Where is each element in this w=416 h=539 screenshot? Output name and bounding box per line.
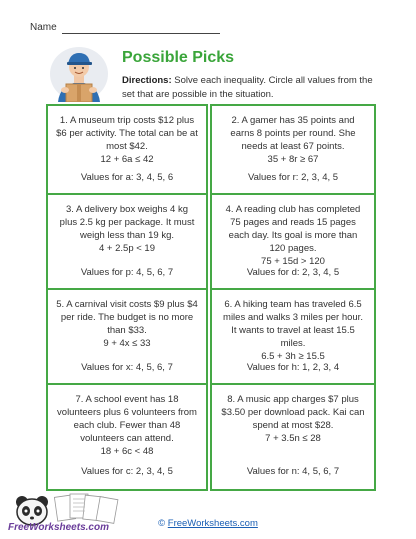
problem-number: 4. xyxy=(225,204,234,215)
problem-inequality: 9 + 4x ≤ 33 xyxy=(103,338,151,349)
problem-grid xyxy=(46,104,376,510)
problem-card-7 xyxy=(46,383,208,491)
problem-text: A reading club has completed 75 pages and reads 15 pages each day. Its goal is more than 120 pages. xyxy=(228,204,361,254)
problem-card-2 xyxy=(210,104,376,197)
problem-card-8 xyxy=(210,383,376,491)
problem-values[interactable]: Values for p: 4, 5, 6, 7 xyxy=(80,267,174,278)
problem-card-6 xyxy=(210,288,376,387)
directions xyxy=(122,74,380,102)
problem-card-5 xyxy=(46,288,208,387)
problem-values[interactable]: Values for r: 2, 3, 4, 5 xyxy=(247,172,339,183)
problem-text: A museum trip costs $12 plus $6 per activity. The total can be at most $42. xyxy=(56,115,198,152)
problem-values[interactable]: Values for x: 4, 5, 6, 7 xyxy=(81,362,173,373)
problem-card-1 xyxy=(46,104,208,197)
problem-text: A gamer has 35 points and earns 8 points per round. She needs at least 67 points. xyxy=(230,115,356,152)
problem-number: 7. xyxy=(75,394,84,405)
problem-values[interactable]: Values for a: 3, 4, 5, 6 xyxy=(80,172,174,183)
logo-text: FreeWorksheets.com xyxy=(8,522,109,533)
problem-text: A delivery box weighs 4 kg plus 2.5 kg per package. It must weigh less than 19 kg. xyxy=(59,204,195,241)
problem-values[interactable]: Values for n: 4, 5, 6, 7 xyxy=(246,466,340,477)
problem-number: 8. xyxy=(227,394,236,405)
problem-number: 1. xyxy=(59,115,68,126)
problem-inequality: 7 + 3.5n ≤ 28 xyxy=(265,433,321,444)
delivery-person-illustration xyxy=(48,40,110,102)
problem-text: A carnival visit costs $9 plus $4 per ride. The budget is no more than $33. xyxy=(60,299,198,336)
problem-text: A hiking team has traveled 6.5 miles and walks 3 miles per hour. It wants to travel at least 15.5 miles. xyxy=(223,299,363,349)
problem-inequality: 75 + 15d > 120 xyxy=(261,256,325,267)
footer xyxy=(0,518,416,529)
name-label: Name xyxy=(30,22,57,33)
problem-inequality: 12 + 6a ≤ 42 xyxy=(100,154,154,165)
problem-number: 5. xyxy=(56,299,65,310)
problem-values[interactable]: Values for d: 2, 3, 4, 5 xyxy=(246,267,340,278)
problem-inequality: 35 + 8r ≥ 67 xyxy=(267,154,319,165)
problem-values[interactable]: Values for h: 1, 2, 3, 4 xyxy=(246,362,340,373)
worksheet-title: Possible Picks xyxy=(122,49,235,66)
name-underline xyxy=(62,33,220,34)
problem-text: A music app charges $7 plus $3.50 per download pack. Kai can spend at most $28. xyxy=(221,394,365,431)
problem-number: 2. xyxy=(231,115,240,126)
problem-text: A school event has 18 volunteers plus 6 volunteers from each club. Fewer than 48 volunteers can attend. xyxy=(57,394,197,444)
footer-link[interactable]: FreeWorksheets.com xyxy=(167,518,258,529)
copyright-symbol: © xyxy=(158,518,166,529)
problem-card-4 xyxy=(210,193,376,292)
problem-inequality: 18 + 6c < 48 xyxy=(100,446,154,457)
directions-label: Directions: xyxy=(122,75,172,86)
problem-inequality: 6.5 + 3h ≥ 15.5 xyxy=(261,351,325,362)
problem-values[interactable]: Values for c: 2, 3, 4, 5 xyxy=(81,466,173,477)
problem-card-3 xyxy=(46,193,208,292)
name-field[interactable] xyxy=(30,22,57,33)
problem-number: 6. xyxy=(224,299,233,310)
problem-number: 3. xyxy=(65,204,74,215)
problem-inequality: 4 + 2.5p < 19 xyxy=(99,243,155,254)
directions-text: Solve each inequality. Circle all values from the set that are possible in the situation. xyxy=(122,75,373,100)
